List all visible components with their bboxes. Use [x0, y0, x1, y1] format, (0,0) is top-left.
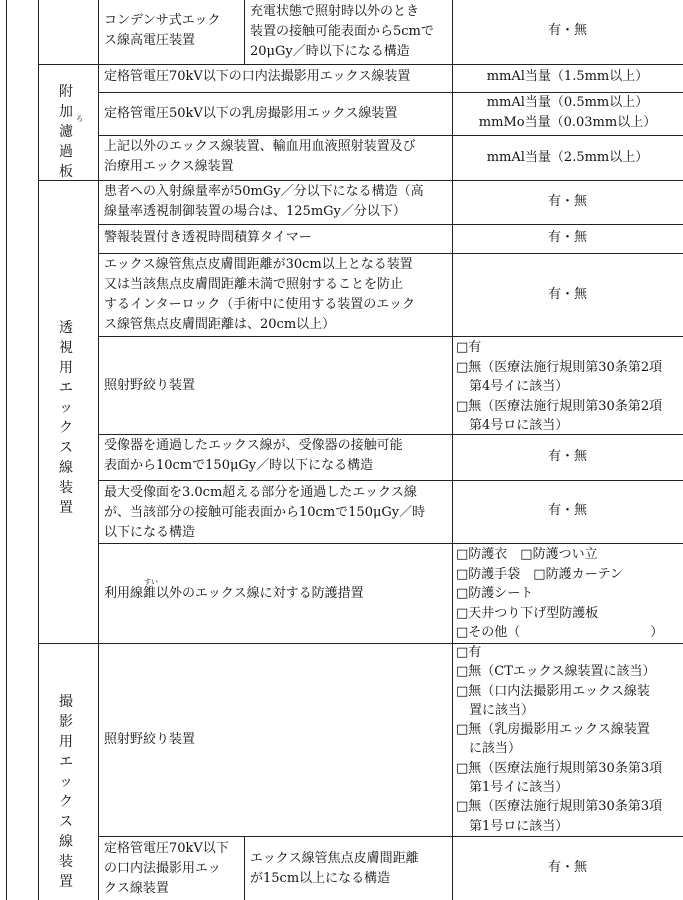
fluoro-row-5-label: 受像器を通過したエックス線が、受像器の接触可能 表面から10cmで150μGy／時以下になる構造: [104, 438, 403, 473]
condenser-label: コンデンサ式エック ス線高電圧装置: [104, 13, 221, 48]
category-fluoroscopy: 透 視 用 エ ッ ク ス 線 装 置: [59, 320, 73, 516]
table-rule: [6, 0, 7, 900]
radio-row-2-label: 定格管電圧70kV以下 の口内法撮影用エッ クス線装置: [104, 841, 229, 896]
table-rule: [244, 836, 245, 900]
filter-row-2-label: 定格管電圧50kV以下の乳房撮影用エックス線装置: [104, 106, 398, 121]
filter-row-3-value: mmAl当量（2.5mm以上）: [486, 150, 649, 165]
fluoro-row-7-options[interactable]: □防護衣 □防護つい立 □防護手袋 □防護カーテン □防護シート □天井つり下げ型防護板 □その他（ ）: [456, 547, 664, 640]
table-rule: [98, 224, 683, 225]
table-rule: [98, 135, 683, 136]
fluoro-row-3-value: 有・無: [547, 287, 587, 302]
fluoro-row-1-value: 有・無: [547, 194, 587, 209]
radio-row-1-options[interactable]: □有 □無（CTエックス線装置に該当） □無（口内法撮影用エックス線装 置に該当） □無（乳房撮影用エックス線装置 に該当） □無（医療法施行規則第30条第3項 第1号イに該当） □無（医療法施行規則第30条第3項 第1号ロに該当）: [456, 645, 663, 834]
category-radiography: 撮 影 用 エ ッ ク ス 線 装 置: [59, 694, 73, 890]
table-rule: [38, 64, 683, 65]
ruby-reading: すい: [144, 578, 159, 586]
radio-row-1-label: 照射野絞り装置: [104, 732, 196, 747]
fluoro-row-4-options[interactable]: □有 □無（医療法施行規則第30条第2項 第4号イに該当） □無（医療法施行規則第30条第2項 第4号ロに該当）: [456, 340, 663, 433]
table-rule: [244, 0, 245, 64]
fluoro-row-6-value: 有・無: [547, 503, 587, 518]
condenser-value: 有・無: [547, 23, 587, 38]
table-rule: [98, 480, 683, 481]
filter-row-3-label: 上記以外のエックス線装置、輸血用血液照射装置及び 治療用エックス線装置: [104, 139, 416, 174]
radio-row-2-value: 有・無: [547, 860, 587, 875]
table-rule: [98, 0, 99, 900]
table-rule: [98, 336, 683, 337]
filter-row-1-label: 定格管電圧70kV以下の口内法撮影用エックス線装置: [104, 69, 411, 84]
filter-row-1-value: mmAl当量（1.5mm以上）: [486, 69, 649, 84]
table-rule: [38, 180, 683, 181]
fluoro-row-2-value: 有・無: [547, 230, 587, 245]
fluoro-row-6-label: 最大受像面を3.0cm超える部分を通過したエックス線 が、当該部分の接触可能表面から10cmで150μGy／時 以下になる構造: [104, 485, 426, 540]
fluoro-row-1-label: 患者への入射線量率が50mGy／分以下になる構造（高 線量率透視制御装置の場合は、125mGy／分以下）: [104, 184, 424, 219]
table-rule: [98, 253, 683, 254]
fluoro-row-5-value: 有・無: [547, 449, 587, 464]
table-rule: [98, 543, 683, 544]
radio-row-2-detail: エックス線管焦点皮膚間距離 が15cm以上になる構造: [250, 851, 419, 886]
table-rule: [38, 0, 39, 900]
table-rule: [98, 836, 683, 837]
fluoro-row-2-label: 警報装置付き透視時間積算タイマー: [104, 230, 312, 245]
filter-row-2-value: mmAl当量（0.5mm以上） mmMo当量（0.03mm以上）: [478, 95, 657, 130]
fluoro-row-7-label: 利用線錐 すい 以外のエックス線に対する防護措置: [104, 578, 364, 601]
condenser-detail: 充電状態で照射時以外のとき 装置の接触可能表面から5cmで 20μGy／時以下になる構造: [250, 4, 434, 59]
ruby-reading: ろ: [76, 115, 83, 123]
category-additional-filter: 附 加 濾 過 板: [59, 84, 73, 180]
fluoro-row-4-label: 照射野絞り装置: [104, 378, 196, 393]
fluoro-row-3-label: エックス線管焦点皮膚間距離が30cm以上となる装置 又は当該焦点皮膚間距離未満で照射することを防止 するインターロック（手術中に使用する装置のエック ス線管焦点皮膚間距離は、20cm以上）: [104, 257, 415, 332]
